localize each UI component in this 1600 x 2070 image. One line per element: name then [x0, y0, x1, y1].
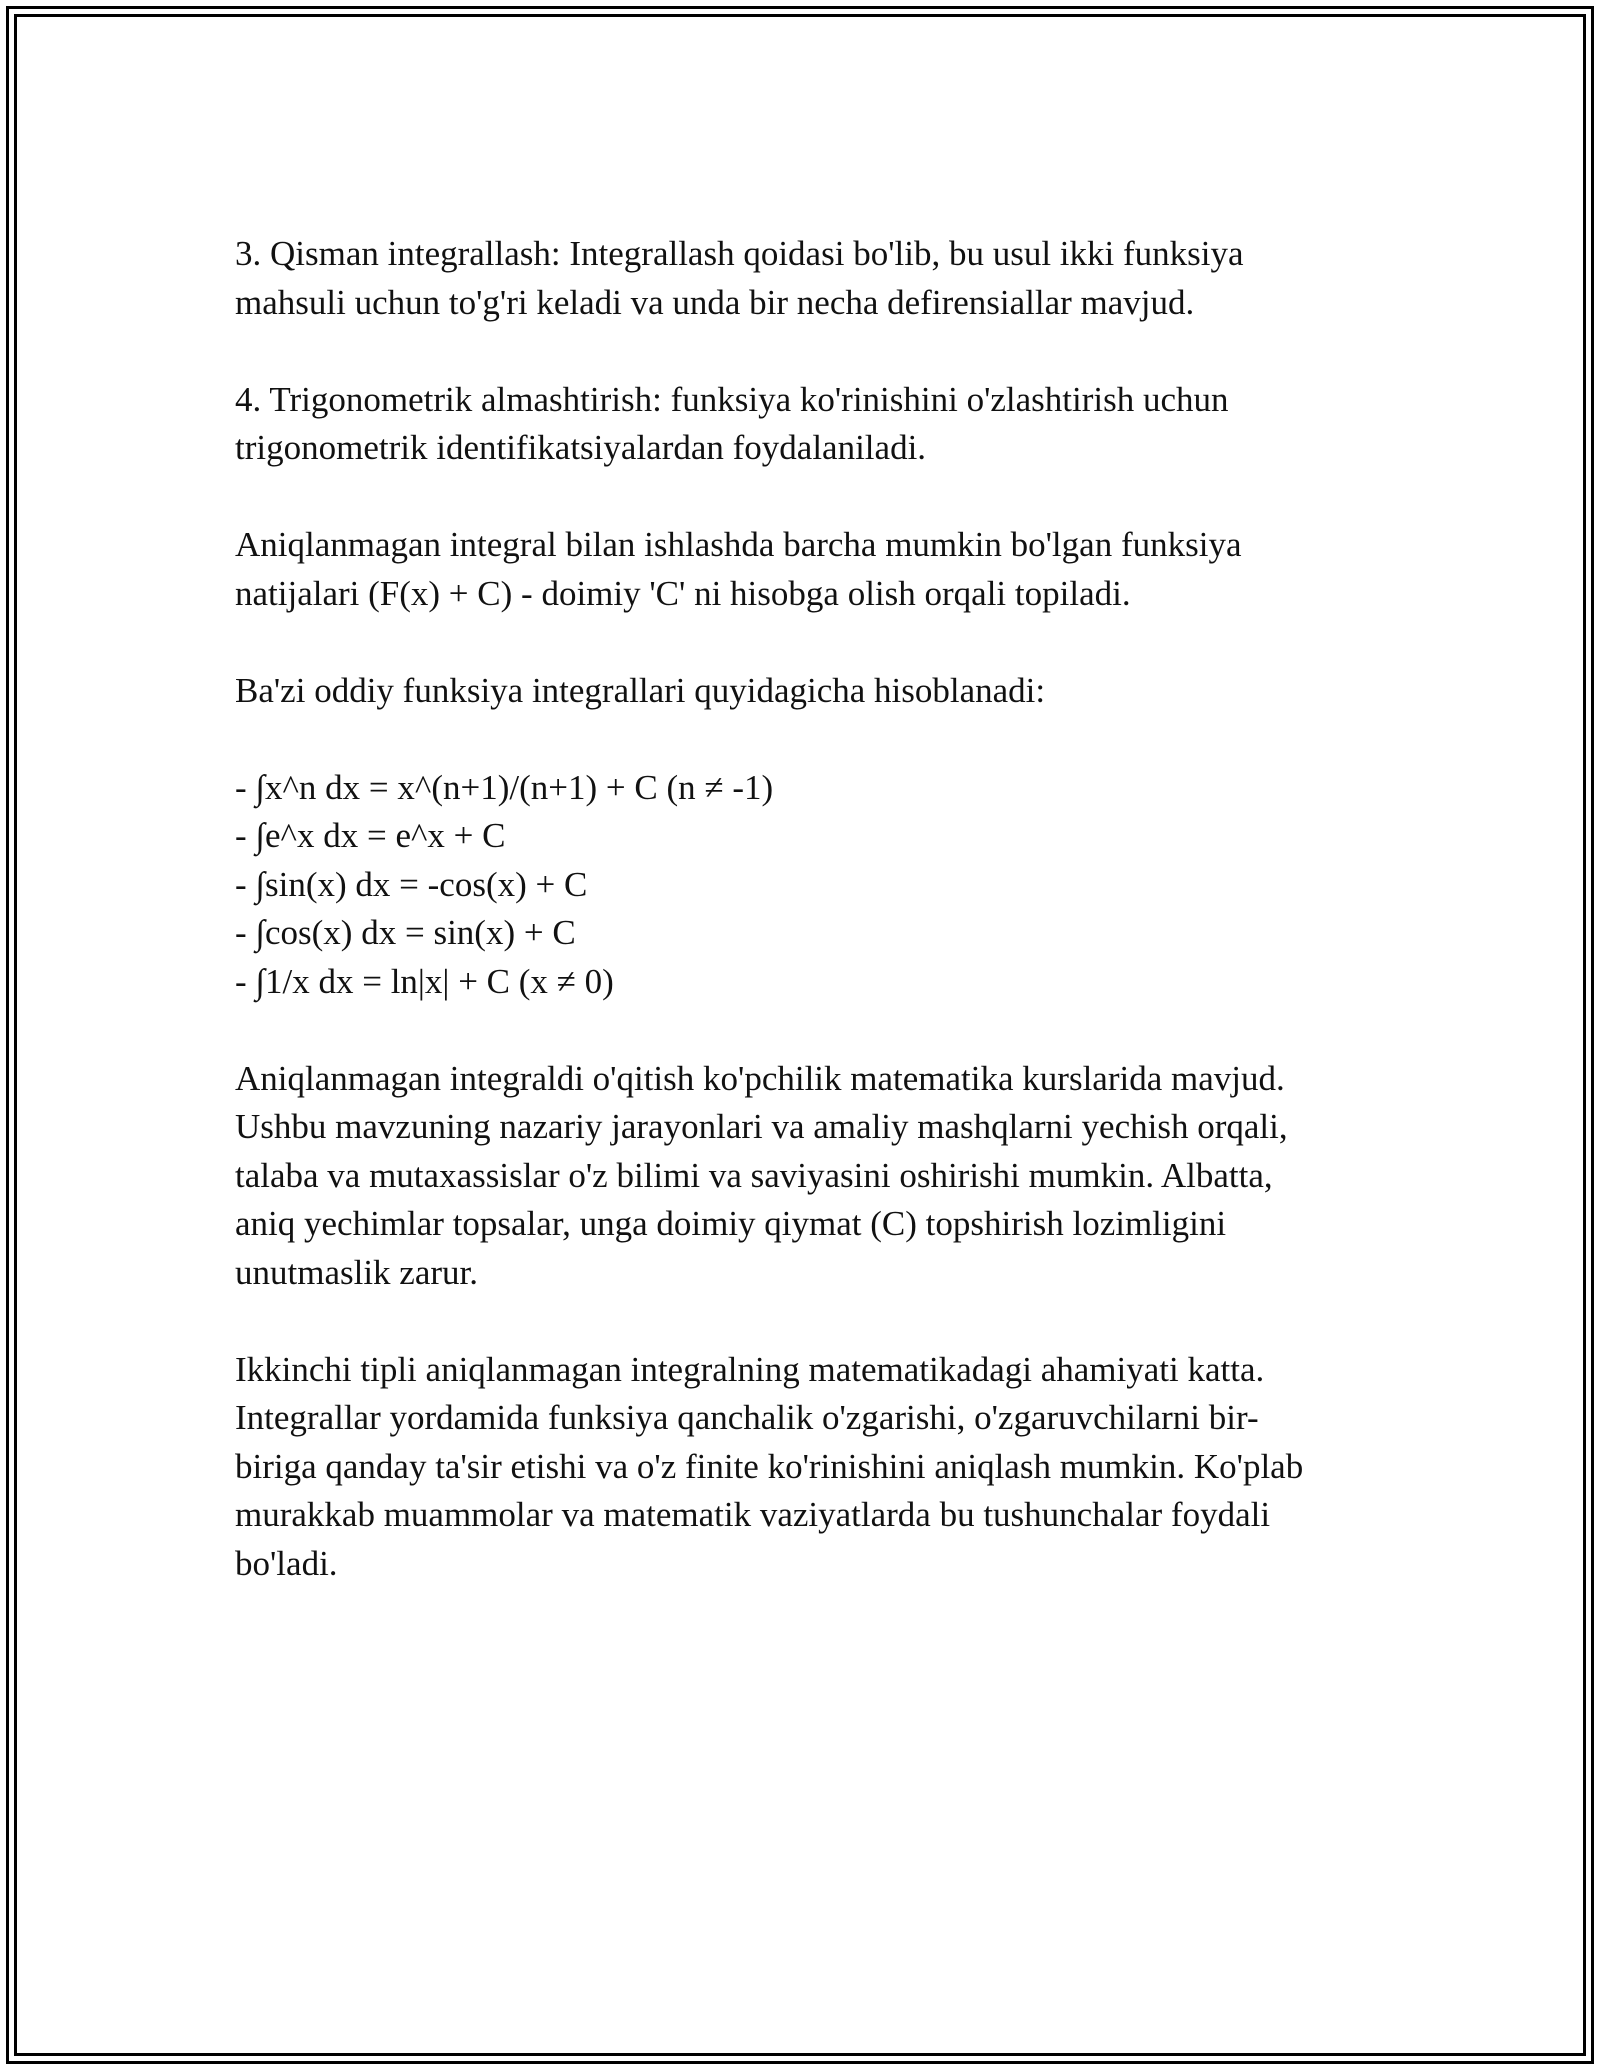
- paragraph-formulas-intro: [235, 667, 1385, 716]
- text-line: Ba'zi oddiy funksiya integrallari quyidagicha hisoblanadi:: [235, 670, 1046, 710]
- paragraph-importance: [235, 1346, 1385, 1589]
- text-line: Ushbu mavzuning nazariy jarayonlari va amaliy mashqlarni yechish orqali,: [235, 1107, 1288, 1146]
- formula-item: - ∫x^n dx = x^(n+1)/(n+1) + C (n ≠ -1): [235, 767, 774, 807]
- formula-item: - ∫e^x dx = e^x + C: [235, 816, 506, 855]
- formula-item: - ∫sin(x) dx = -cos(x) + C: [235, 864, 588, 904]
- text-line: natijalari (F(x) + C) - doimiy 'C' ni hisobga olish orqali topiladi.: [235, 573, 1131, 613]
- text-line: Aniqlanmagan integral bilan ishlashda barcha mumkin bo'lgan funksiya: [235, 525, 1242, 564]
- text-line: trigonometrik identifikatsiyalardan foydalaniladi.: [235, 428, 927, 467]
- text-line: mahsuli uchun to'g'ri keladi va unda bir necha defirensiallar mavjud.: [235, 282, 1195, 322]
- text-line: 4. Trigonometrik almashtirish: funksiya ko'rinishini o'zlashtirish uchun: [235, 379, 1229, 419]
- text-line: 3. Qisman integrallash: Integrallash qoidasi bo'lib, bu usul ikki funksiya: [235, 234, 1244, 273]
- text-line: murakkab muammolar va matematik vaziyatlarda bu tushunchalar foydali: [235, 1495, 1271, 1534]
- paragraph-trig-substitution: [235, 376, 1385, 473]
- text-line: Integrallar yordamida funksiya qanchalik o'zgarishi, o'zgaruvchilarni bir-: [235, 1398, 1259, 1437]
- paragraph-teaching: [235, 1055, 1385, 1298]
- text-line: Ikkinchi tipli aniqlanmagan integralning matematikadagi ahamiyati katta.: [235, 1349, 1265, 1389]
- text-line: biriga qanday ta'sir etishi va o'z finite ko'rinishini aniqlash mumkin. Ko'plab: [235, 1446, 1304, 1486]
- formula-item: - ∫1/x dx = ln|x| + C (x ≠ 0): [235, 961, 614, 1001]
- text-line: aniq yechimlar topsalar, unga doimiy qiymat (C) topshirish lozimligini: [235, 1204, 1227, 1243]
- formula-item: - ∫cos(x) dx = sin(x) + C: [235, 913, 576, 952]
- text-line: unutmaslik zarur.: [235, 1252, 479, 1292]
- paragraph-constant-c: [235, 521, 1385, 618]
- text-line: talaba va mutaxassislar o'z bilimi va saviyasini oshirishi mumkin. Albatta,: [235, 1155, 1273, 1195]
- formula-list: [235, 764, 1385, 1007]
- document-body: [235, 230, 1385, 1637]
- paragraph-partial-integration: [235, 230, 1385, 327]
- text-line: bo'ladi.: [235, 1543, 338, 1583]
- text-line: Aniqlanmagan integraldi o'qitish ko'pchilik matematika kurslarida mavjud.: [235, 1058, 1285, 1098]
